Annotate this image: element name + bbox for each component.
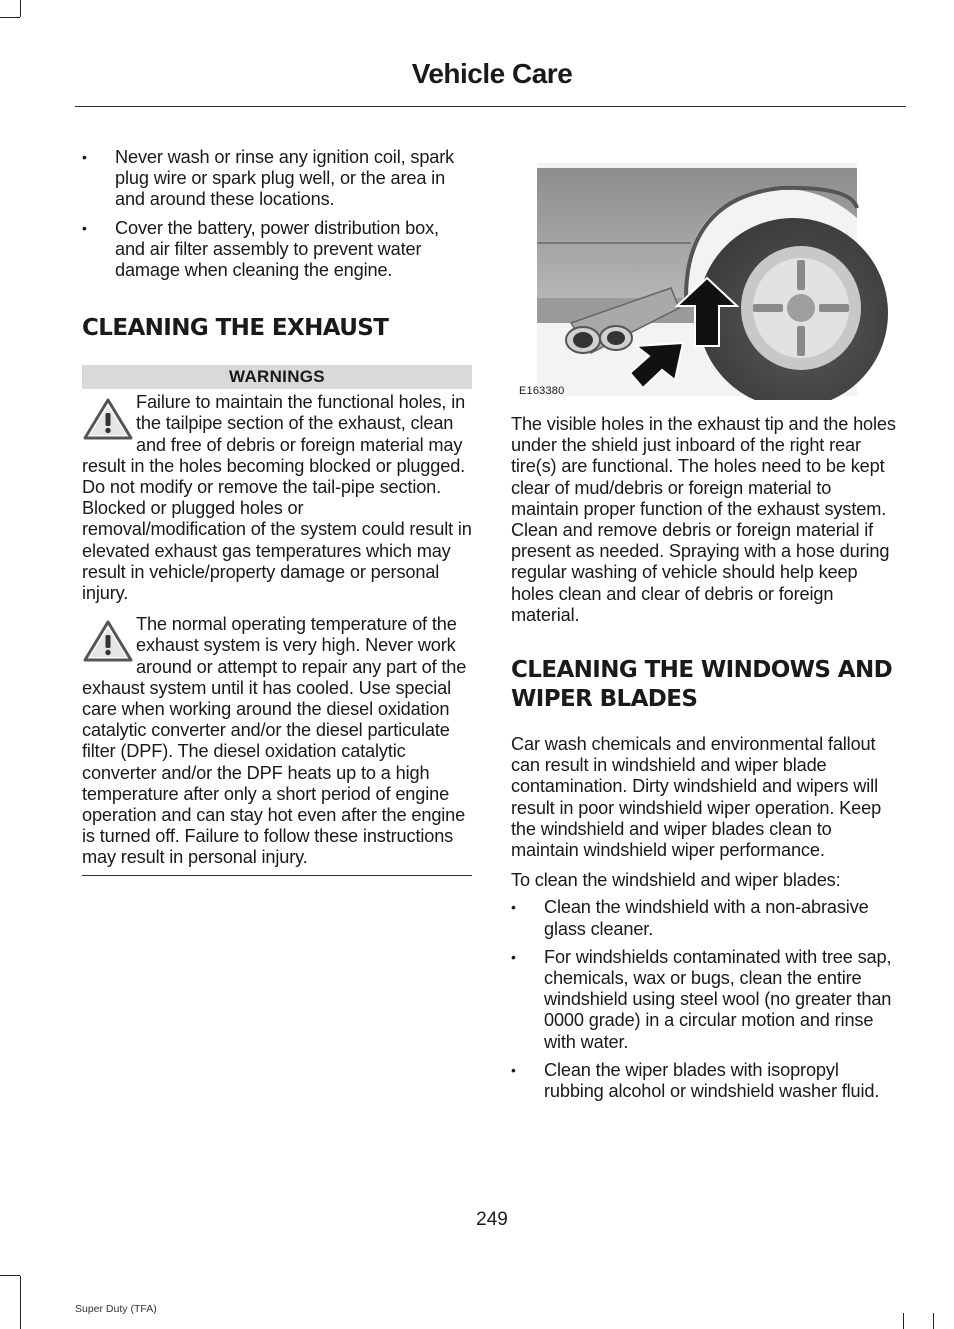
list-item-text: Cover the battery, power distribution box, and air filter assembly to prevent water damage when cleaning the engine. bbox=[115, 217, 439, 281]
crop-mark bbox=[20, 0, 21, 17]
list-item bbox=[511, 947, 903, 1053]
footer-book-title: Super Duty (TFA) bbox=[75, 1303, 157, 1315]
list-item-text: Clean the wiper blades with isopropyl rubbing alcohol or windshield washer fluid. bbox=[544, 1059, 880, 1102]
bullet-icon: • bbox=[511, 948, 516, 965]
list-item bbox=[82, 218, 472, 282]
bullet-icon: • bbox=[82, 149, 87, 165]
bullet-icon: • bbox=[511, 1061, 516, 1078]
exhaust-drawing bbox=[511, 148, 903, 400]
header-divider bbox=[75, 106, 906, 107]
section-heading-windows: CLEANING THE WINDOWS AND WIPER BLADES bbox=[511, 657, 893, 713]
warning-item bbox=[82, 614, 472, 868]
crop-mark bbox=[933, 1313, 934, 1329]
windows-paragraph: Car wash chemicals and environmental fallout can result in windshield and wiper blade contamination. Dirty windshield and wipers will result in poor windshield wiper operation. Keep the windshield and wiper blades clean to maintain windshield wiper performance. bbox=[511, 734, 882, 861]
windows-bullet-list bbox=[511, 897, 903, 1102]
figure-id-label: E163380 bbox=[519, 385, 565, 397]
list-item-text: Clean the windshield with a non-abrasive glass cleaner. bbox=[544, 897, 869, 939]
warning-text: The normal operating temperature of the exhaust system is very high. Never work around or attempt to repair any part of the exhaust system until it has cooled. Use special care when working around the diesel oxidation catalytic converter and/or the diesel particulate filter (DPF). The diesel oxidation catalytic converter and/or the DPF heats up to a high temperature after only a short period of engine operation and can stay hot even after the engine is turned off. Failure to follow these instructions may result in personal injury. bbox=[82, 614, 467, 868]
exhaust-description: The visible holes in the exhaust tip and the holes under the shield just inboard of the right rear tire(s) are functional. The holes need to be kept clear of mud/debris or foreign material to maintain proper function of the exhaust system. Clean and remove debris or foreign material if present as needed. Spraying with a hose during regular washing of vehicle should help keep holes clean and clear of debris or foreign material. bbox=[511, 414, 896, 625]
bullet-icon: • bbox=[511, 899, 516, 916]
warning-text: Failure to maintain the functional holes, in the tailpipe section of the exhaust, clean and free of debris or foreign material may result in the holes becoming blocked or plugged. Do not modify or remove the tail-pipe section. Blocked or plugged holes or removal/modification of the system could result in elevated exhaust gas temperatures which may result in vehicle/property damage or personal injury. bbox=[82, 392, 472, 604]
crop-mark bbox=[0, 1275, 20, 1276]
crop-mark bbox=[20, 1276, 21, 1329]
list-item bbox=[82, 147, 472, 211]
exhaust-illustration bbox=[511, 148, 903, 400]
page-title: Vehicle Care bbox=[411, 58, 573, 89]
windows-lead-in: To clean the windshield and wiper blades: bbox=[511, 870, 841, 891]
crop-mark bbox=[903, 1313, 904, 1329]
list-item bbox=[511, 1060, 903, 1102]
warnings-bottom-divider bbox=[82, 875, 472, 876]
bullet-icon: • bbox=[82, 219, 87, 236]
intro-bullet-list bbox=[82, 147, 472, 281]
list-item-text: Never wash or rinse any ignition coil, spark plug wire or spark plug well, or the area in and around these locations. bbox=[115, 147, 455, 210]
warning-item bbox=[82, 392, 472, 604]
crop-mark bbox=[0, 17, 20, 18]
right-column bbox=[511, 414, 903, 1109]
warning-triangle-icon bbox=[82, 618, 134, 664]
page-number: 249 bbox=[476, 1209, 508, 1230]
left-column bbox=[82, 147, 472, 876]
section-heading-exhaust: CLEANING THE EXHAUST bbox=[82, 315, 389, 342]
warnings-header: WARNINGS bbox=[82, 365, 472, 389]
list-item bbox=[511, 897, 903, 939]
warning-triangle-icon bbox=[82, 396, 134, 442]
list-item-text: For windshields contaminated with tree sap, chemicals, wax or bugs, clean the entire windshield using steel wool (no greater than 0000 grade) in a circular motion and rinse with water. bbox=[544, 946, 892, 1052]
